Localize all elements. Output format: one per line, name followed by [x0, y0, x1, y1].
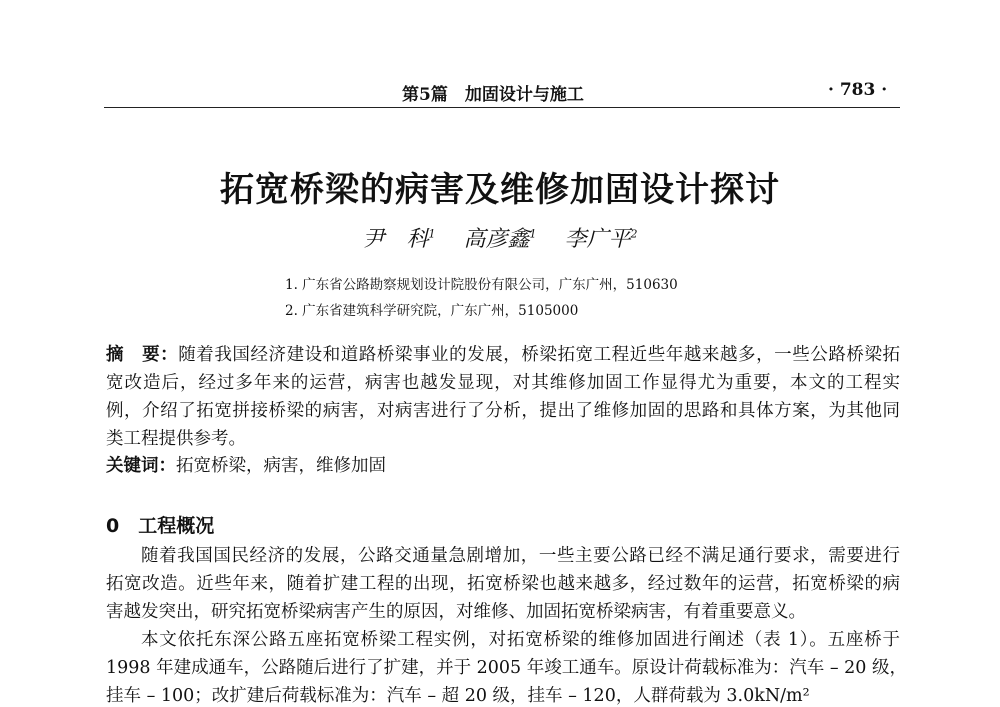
abstract-line: 类工程提供参考。 [106, 429, 246, 449]
body-line: 挂车 – 100；改扩建后荷载标准为：汽车 – 超 20 级，挂车 – 120，人群荷载为 3.0kN/m² [106, 686, 810, 706]
body-line: 本文依托东深公路五座拓宽桥梁工程实例，对拓宽桥梁的维修加固进行阐述（表 1）。五座桥于 [141, 630, 900, 650]
page-number: · 783 · [828, 80, 888, 100]
keywords-text: 拓宽桥梁，病害，维修加固 [176, 456, 386, 476]
abstract-text: 随着我国经济建设和道路桥梁事业的发展，桥梁拓宽工程近些年越来越多，一些公路桥梁拓 [178, 345, 900, 365]
body-line: 随着我国国民经济的发展，公路交通量急剧增加，一些主要公路已经不满足通行要求，需要进行 [141, 546, 900, 566]
author-name: 尹 科 [362, 227, 429, 252]
running-header-section: 第5篇 加固设计与施工 [402, 85, 584, 105]
affiliation: 1. 广东省公路勘察规划设计院股份有限公司，广东广州，510630 [285, 277, 678, 293]
abstract-line: 例，介绍了拓宽拼接桥梁的病害，对病害进行了分析，提出了维修加固的思路和具体方案，为其他同 [106, 401, 900, 421]
author-name: 李广平 [564, 227, 631, 252]
author-affiliation-mark: 2 [630, 227, 638, 241]
section-heading: 0 工程概况 [106, 515, 215, 537]
keywords-line [106, 452, 900, 477]
body-line: 1998 年建成通车，公路随后进行了扩建，并于 2005 年竣工通车。原设计荷载标准为：汽车 – 20 级， [106, 658, 907, 678]
body-line: 拓宽改造。近些年来，随着扩建工程的出现，拓宽桥梁也越来越多，经过数年的运营，拓宽桥梁的病 [106, 574, 900, 594]
keywords-label: 关键词： [106, 456, 176, 476]
author-affiliation-mark: 1 [529, 227, 537, 241]
author-affiliation-mark: 1 [428, 227, 436, 241]
abstract-line: 宽改造后，经过多年来的运营，病害也越发显现，对其维修加固工作显得尤为重要，本文的工程实 [106, 373, 900, 393]
affiliation: 2. 广东省建筑科学研究院，广东广州，5105000 [285, 303, 579, 319]
abstract-label: 摘 要： [106, 345, 179, 365]
header-rule [104, 107, 900, 108]
body-line: 害越发突出，研究拓宽桥梁病害产生的原因，对维修、加固拓宽桥梁病害，有着重要意义。 [106, 602, 806, 622]
abstract-line [106, 341, 900, 366]
paper-title: 拓宽桥梁的病害及维修加固设计探讨 [220, 170, 780, 210]
author-name: 高彦鑫 [463, 227, 530, 252]
author-list [0, 222, 1000, 253]
